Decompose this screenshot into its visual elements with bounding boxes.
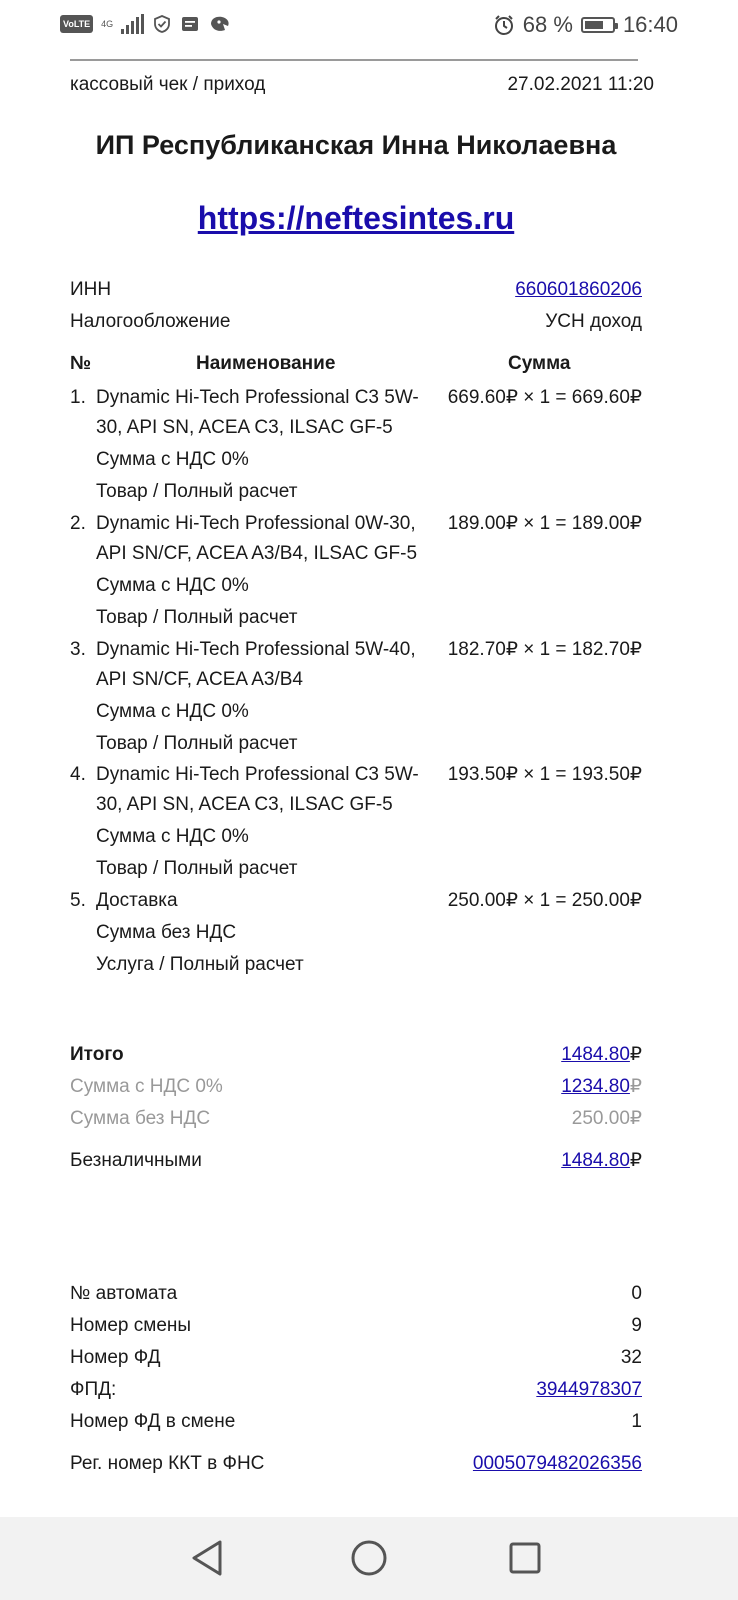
item-number: 1. [70,387,86,408]
fd-value: 32 [620,1347,642,1368]
item-vat: Сумма без НДС [96,922,237,943]
machine-value: 0 [631,1283,642,1304]
vat0-label: Сумма с НДС 0% [70,1076,223,1097]
kkt-link[interactable]: 0005079482026356 [472,1453,642,1474]
fpd-label: ФПД: [70,1379,117,1400]
cashless-value [561,1149,642,1173]
fpd-link[interactable]: 3944978307 [536,1379,642,1400]
shift-value: 9 [631,1315,642,1336]
top-divider [70,59,638,61]
home-icon[interactable] [350,1539,388,1577]
item-kind: Товар / Полный расчет [96,858,298,879]
receipt-datetime: 27.02.2021 11:20 [507,74,654,95]
tax-label: Налогообложение [70,311,231,332]
item-name: Dynamic Hi-Tech Professional 0W-30, API SN/CF, ACEA A3/B4, ILSAC GF-5 [96,513,418,564]
item-vat: Сумма с НДС 0% [96,449,249,470]
cashless-link[interactable]: 1484.80 [561,1150,630,1171]
fd-label: Номер ФД [70,1347,161,1368]
tax-value: УСН доход [545,311,642,332]
clock: 16:40 [622,12,678,37]
volte-icon: VoLTE [60,15,93,33]
vat0-value [561,1075,642,1099]
item-vat: Сумма с НДС 0% [96,701,249,722]
status-bar [0,0,738,56]
item-number: 4. [70,764,86,785]
column-header-sum: Сумма [508,353,571,374]
total-label: Итого [70,1044,124,1065]
item-name: Доставка [96,890,178,911]
item-kind: Товар / Полный расчет [96,481,298,502]
website-link[interactable]: https://neftesintes.ru [197,200,515,236]
organization-name: ИП Республиканская Инна Николаевна [95,130,617,160]
back-icon[interactable] [190,1539,226,1577]
status-left [60,14,232,34]
fd-shift-value: 1 [631,1411,642,1432]
item-name: Dynamic Hi-Tech Professional 5W-40, API SN/CF, ACEA A3/B4 [96,639,416,690]
battery-percent: 68 % [522,12,573,37]
message-icon [180,14,200,34]
column-header-name: Наименование [196,353,336,374]
battery-icon [581,17,615,33]
shift-label: Номер смены [70,1315,192,1336]
navigation-bar [0,1517,738,1600]
status-right [493,12,678,38]
cashless-label: Безналичными [70,1150,202,1171]
item-vat: Сумма с НДС 0% [96,826,249,847]
item-number: 3. [70,639,86,660]
item-name: Dynamic Hi-Tech Professional C3 5W-30, API SN, ACEA C3, ILSAC GF-5 [96,764,419,815]
signal-icon [121,14,144,34]
vat0-link[interactable]: 1234.80 [561,1076,630,1097]
item-sum: 182.70₽ × 1 = 182.70₽ [447,639,642,660]
novat-value: 250.00₽ [571,1108,642,1129]
item-number: 5. [70,890,86,911]
total-link[interactable]: 1484.80 [561,1044,630,1065]
item-sum: 193.50₽ × 1 = 193.50₽ [447,764,642,785]
item-vat: Сумма с НДС 0% [96,575,249,596]
receipt-type: кассовый чек / приход [70,74,266,95]
item-sum: 669.60₽ × 1 = 669.60₽ [447,387,642,408]
column-header-number: № [70,353,92,374]
total-value [561,1043,642,1067]
currency-sign: ₽ [629,1044,642,1065]
inn-label: ИНН [70,279,112,300]
shield-icon [152,14,172,34]
item-kind: Товар / Полный расчет [96,733,298,754]
item-name: Dynamic Hi-Tech Professional C3 5W-30, API SN, ACEA C3, ILSAC GF-5 [96,387,419,438]
app-notification-icon [208,14,232,34]
recents-icon[interactable] [508,1541,542,1575]
currency-sign: ₽ [629,1076,642,1097]
network-type-label: 4G [101,18,114,29]
inn-link[interactable]: 660601860206 [515,279,642,300]
item-number: 2. [70,513,86,534]
novat-label: Сумма без НДС [70,1108,211,1129]
fd-shift-label: Номер ФД в смене [70,1411,236,1432]
currency-sign: ₽ [629,1150,642,1171]
item-kind: Товар / Полный расчет [96,607,298,628]
kkt-label: Рег. номер ККТ в ФНС [70,1453,265,1474]
item-sum: 250.00₽ × 1 = 250.00₽ [447,890,642,911]
item-kind: Услуга / Полный расчет [96,954,304,975]
item-sum: 189.00₽ × 1 = 189.00₽ [447,513,642,534]
alarm-icon [493,14,515,36]
machine-label: № автомата [70,1283,178,1304]
